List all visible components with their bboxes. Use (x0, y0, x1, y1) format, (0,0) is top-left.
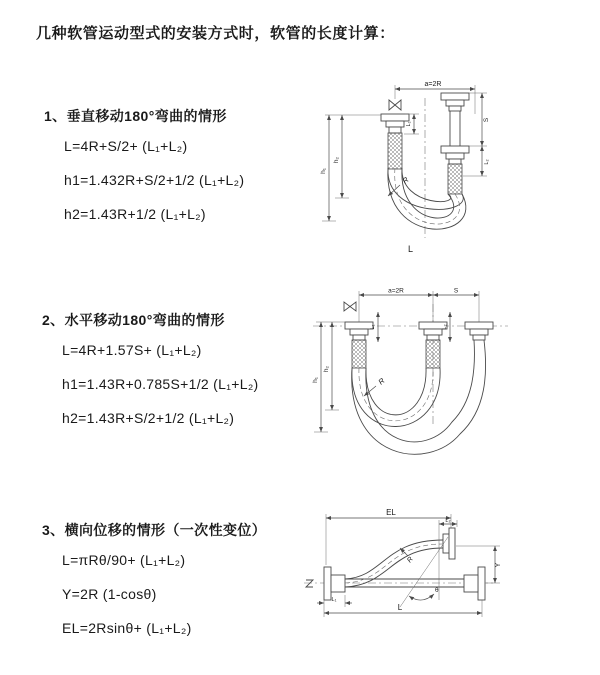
dim-l1-label: L₁ (370, 324, 376, 330)
angle-theta (400, 537, 448, 607)
right-fitting (465, 322, 493, 340)
dim-l1-label: L₁ (406, 121, 412, 127)
valve-icon (344, 302, 356, 311)
dim-l2-label: L₂ (484, 159, 490, 165)
dim-h2 (333, 115, 349, 198)
diagram-horizontal-180-bend (298, 282, 593, 464)
dim-l2 (442, 312, 450, 342)
page-title: 几种软管运动型式的安装方式时，软管的长度计算： (36, 25, 395, 42)
dim-l1-label: L₁ (331, 597, 337, 603)
length-label: L (408, 244, 414, 254)
section-1-formula-L: L=4R+S/2+ (L₁+L₂) (64, 138, 188, 154)
section-2-formula-h1: h1=1.43R+0.785S+1/2 (L₁+L₂) (62, 376, 259, 392)
radius-label: R (376, 376, 387, 387)
hose-curves (352, 340, 486, 454)
section-1-formula-h2: h2=1.43R+1/2 (L₁+L₂) (64, 206, 206, 222)
dim-el (326, 508, 451, 565)
diagram-vertical-180-bend (305, 68, 575, 258)
hose-s-curve (345, 540, 443, 587)
dim-s-label: S (483, 117, 490, 123)
dim-l2-label: L₂ (445, 518, 451, 524)
dim-h1-label: h₁ (320, 168, 327, 174)
axis-break-mark (306, 580, 313, 587)
valve-icon (389, 100, 401, 110)
dim-y-label: Y (495, 562, 502, 568)
dim-el-label: EL (386, 508, 396, 517)
dim-h2-label: h₂ (323, 365, 330, 373)
dim-theta-label: θ (435, 587, 439, 594)
dim-s-label: S (453, 287, 459, 295)
section-3 (42, 520, 266, 636)
dim-l2-label: L₂ (442, 324, 448, 330)
right-lower-flange (464, 567, 485, 600)
section-2 (42, 310, 259, 426)
right-fitting-positions (441, 93, 469, 194)
section-1-heading: 1、垂直移动180°弯曲的情形 (44, 108, 227, 124)
left-fitting (345, 322, 373, 368)
section-2-heading: 2、水平移动180°弯曲的情形 (42, 312, 225, 328)
dim-l1 (317, 595, 352, 607)
section-1-formula-h1: h1=1.432R+S/2+1/2 (L₁+L₂) (64, 172, 245, 188)
dim-h2 (323, 322, 339, 410)
diagram-lateral-displacement (296, 503, 594, 648)
right-upper-flange (443, 528, 455, 559)
section-3-formula-L: L=πRθ/90+ (L₁+L₂) (62, 552, 186, 568)
dim-a2r-label: a=2R (388, 287, 404, 295)
section-3-heading: 3、横向位移的情形（一次性变位） (42, 522, 267, 538)
dim-h1-label: h₁ (312, 377, 319, 383)
dim-s (469, 93, 490, 146)
dim-a2r (359, 288, 479, 323)
section-2-formula-h2: h2=1.43R+S/2+1/2 (L₁+L₂) (62, 410, 235, 426)
dim-a2r-label: a=2R (424, 81, 442, 88)
section-2-formula-L: L=4R+1.57S+ (L₁+L₂) (62, 342, 202, 358)
dim-l-label: L (397, 603, 403, 612)
dim-h1 (320, 115, 381, 221)
dim-h1 (312, 322, 345, 432)
dim-h2-label: h₂ (333, 156, 340, 164)
radius-label: R (406, 555, 415, 565)
dim-l1 (370, 312, 378, 342)
left-flange (324, 567, 345, 600)
section-3-formula-Y: Y=2R (1-cosθ) (62, 586, 157, 602)
section-3-formula-EL: EL=2Rsinθ+ (L₁+L₂) (62, 620, 192, 636)
radius-label: R (400, 175, 411, 186)
section-1 (44, 106, 244, 222)
left-fitting (381, 114, 409, 169)
